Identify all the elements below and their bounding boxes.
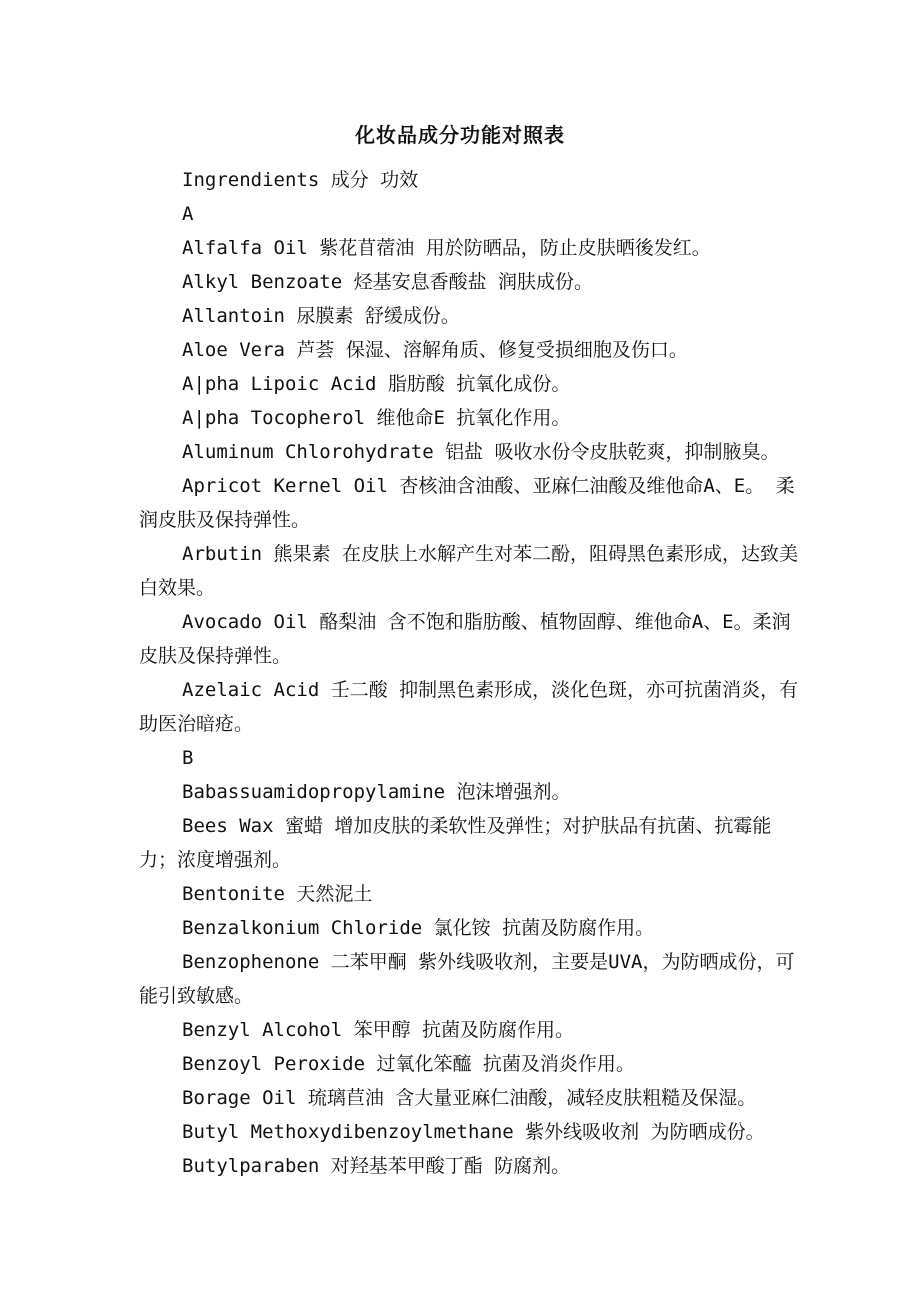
ingredient-entry: Aloe Vera 芦荟 保湿、溶解角质、修复受损细胞及伤口。 [182, 339, 688, 361]
document-body [139, 163, 809, 1183]
ingredient-entry: Borage Oil 琉璃苣油 含大量亚麻仁油酸，减轻皮肤粗糙及保湿。 [182, 1087, 757, 1109]
ingredient-entry: Apricot Kernel Oil 杏核油含油酸、亚麻仁油酸及维他命A、E。 柔润皮肤及保持弹性。 [139, 475, 795, 531]
ingredient-entry: Benzophenone 二苯甲酮 紫外线吸收剂，主要是UVA，为防晒成份，可能引致敏感。 [139, 951, 795, 1007]
ingredient-entry: Alfalfa Oil 紫花苜蓿油 用於防晒品，防止皮肤晒後发红。 [182, 237, 711, 259]
ingredient-entry: Butylparaben 对羟基苯甲酸丁酯 防腐剂。 [182, 1155, 571, 1177]
ingredient-entry: Avocado Oil 酪梨油 含不饱和脂肪酸、植物固醇、维他命A、E。柔润皮肤及保持弹性。 [139, 611, 791, 667]
section-letter-a: A [182, 203, 194, 225]
ingredient-entry: Aluminum Chlorohydrate 铝盐 吸收水份令皮肤乾爽，抑制腋臭。 [182, 441, 780, 463]
ingredient-entry: Bees Wax 蜜蜡 增加皮肤的柔软性及弹性；对护肤品有抗菌、抗霉能力；浓度增强剂。 [139, 815, 772, 871]
ingredient-entry: Babassuamidopropylamine 泡沫增强剂。 [182, 781, 571, 803]
ingredient-entry: Alkyl Benzoate 烃基安息香酸盐 润肤成份。 [182, 271, 594, 293]
ingredient-entry: Benzoyl Peroxide 过氧化笨醯 抗菌及消炎作用。 [182, 1053, 635, 1075]
ingredient-entry: Arbutin 熊果素 在皮肤上水解产生对苯二酚，阻碍黑色素形成，达致美白效果。 [139, 543, 798, 599]
section-letter-b: B [182, 747, 194, 769]
ingredient-entry: A|pha Lipoic Acid 脂肪酸 抗氧化成份。 [182, 373, 571, 395]
ingredient-entry: Benzalkonium Chloride 氯化铵 抗菌及防腐作用。 [182, 917, 655, 939]
paragraph-header: Ingrendients 成分 功效 [182, 169, 419, 191]
ingredient-entry: A|pha Tocopherol 维他命E 抗氧化作用。 [182, 407, 571, 429]
ingredient-entry: Butyl Methoxydibenzoylmethane 紫外线吸收剂 为防晒成份。 [182, 1121, 765, 1143]
ingredient-entry: Allantoin 尿膜素 舒缓成份。 [182, 305, 460, 327]
ingredient-entry: Bentonite 天然泥土 [182, 883, 373, 905]
ingredient-entry: Benzyl Alcohol 笨甲醇 抗菌及防腐作用。 [182, 1019, 575, 1041]
document-title: 化妆品成分功能对照表 [355, 123, 565, 147]
ingredient-entry: Azelaic Acid 壬二酸 抑制黑色素形成，淡化色斑，亦可抗菌消炎，有助医治暗疮。 [139, 679, 799, 735]
